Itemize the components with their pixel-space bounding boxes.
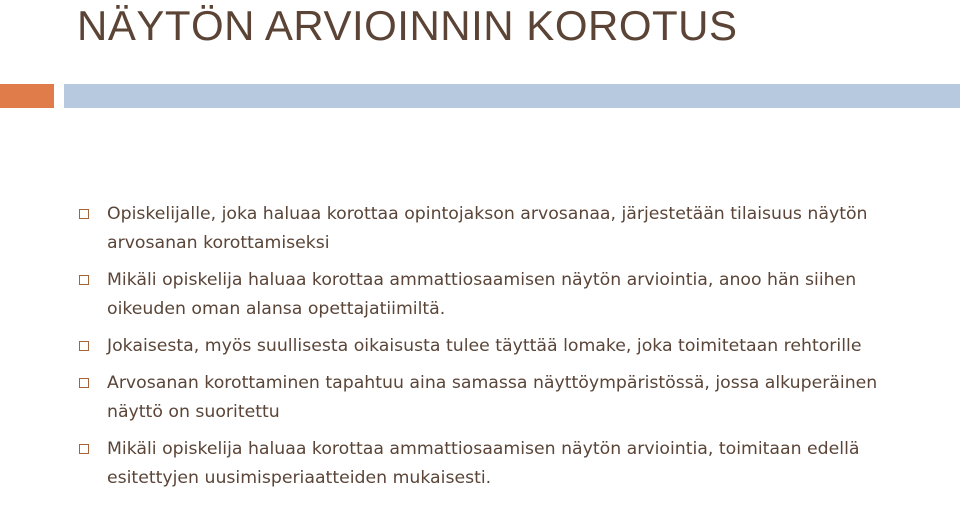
square-bullet-icon xyxy=(79,378,89,388)
bullet-item xyxy=(76,332,936,361)
bullet-text: Jokaisesta, myös suullisesta oikaisusta tulee täyttää lomake, joka toimitetaan rehtorille xyxy=(107,336,862,356)
bullet-text: Arvosanan korottaminen tapahtuu aina samassa näyttöympäristössä, jossa alkuperäinen näyttö on suoritettu xyxy=(107,373,878,422)
square-bullet-icon xyxy=(79,444,89,454)
bullet-text: Opiskelijalle, joka haluaa korottaa opintojakson arvosanaa, järjestetään tilaisuus näytön arvosanan korottamiseksi xyxy=(107,204,868,253)
slide-title: NÄYTÖN ARVIOINNIN KOROTUS xyxy=(77,2,738,49)
bullet-item xyxy=(76,266,936,324)
square-bullet-icon xyxy=(79,209,89,219)
bullet-item xyxy=(76,435,936,493)
bullet-item xyxy=(76,369,936,427)
bullet-text: Mikäli opiskelija haluaa korottaa ammattiosaamisen näytön arviointia, toimitaan edellä esitettyjen uusimisperiaatteiden mukaisesti. xyxy=(107,439,860,488)
bullet-text: Mikäli opiskelija haluaa korottaa ammattiosaamisen näytön arviointia, anoo hän siihen oikeuden oman alansa opettajatiimiltä. xyxy=(107,270,857,319)
bullet-list xyxy=(76,200,936,493)
accent-bar-blue xyxy=(64,84,960,108)
square-bullet-icon xyxy=(79,275,89,285)
bullet-item xyxy=(76,200,936,258)
square-bullet-icon xyxy=(79,341,89,351)
accent-bar-orange xyxy=(0,84,54,108)
